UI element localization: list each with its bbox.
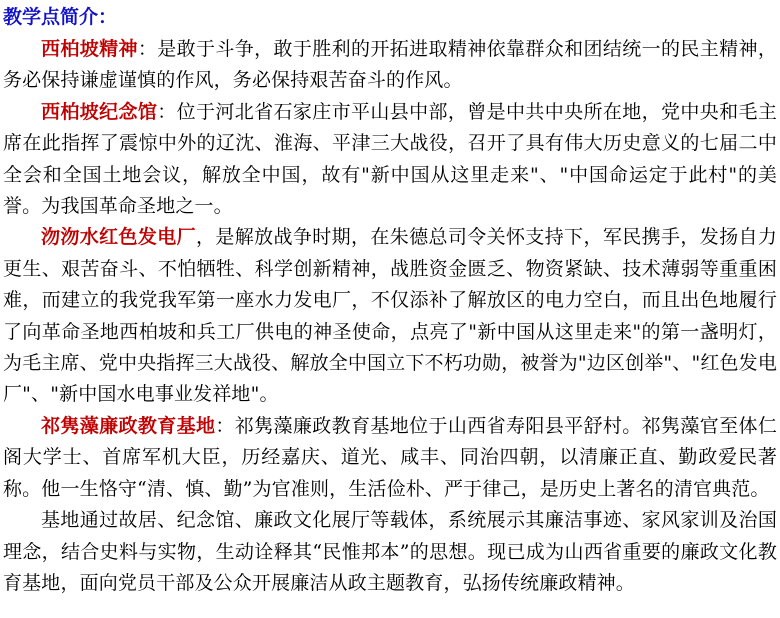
closing-paragraph: 基地通过故居、纪念馆、廉政文化展厅等载体，系统展示其廉洁事迹、家风家训及治国理念，结合史料与实物，生动诠释其“民惟邦本”的思想。现已成为山西省重要的廉政文化教育基地，面向党员干部及公众开展廉洁从政主题教育，弘扬传统廉政精神。 (3, 509, 777, 594)
document (3, 4, 777, 599)
section-qi-base (3, 411, 777, 505)
section-xibaipo-memorial (3, 97, 777, 223)
section-term: 沕沕水红色发电厂 (41, 226, 196, 249)
section-body: ，是解放战争时期，在朱德总司令关怀支持下，军民携手，发扬自力更生、艰苦奋斗、不怕牺牲、科学创新精神，战胜资金匮乏、物资紧缺、技术薄弱等重重困难，而建立的我党我军第一座水力发电厂，不仅添补了解放区的电力空白，而且出色地履行了向革命圣地西柏坡和兵工厂供电的神圣使命，点亮了"新中国从这里走来"的第一盏明灯，为毛主席、党中央指挥三大战役、解放全中国立下不朽功勋，被誉为"边区创举"、"红色发电厂"、"新中国水电事业发祥地"。 (3, 226, 777, 406)
section-term: 西柏坡纪念馆 (41, 100, 158, 123)
section-term: 西柏坡精神 (41, 38, 138, 60)
section-power-plant (3, 222, 777, 410)
section-body: ：是敢于斗争，敢于胜利的开拓进取精神依靠群众和团结统一的民主精神，务必保持谦虚谨慎的作风，务必保持艰苦奋斗的作风。 (3, 38, 777, 92)
section-body: ：位于河北省石家庄市平山县中部，曾是中共中央所在地，党中央和毛主席在此指挥了震惊中外的辽沈、淮海、平津三大战役，召开了具有伟大历史意义的七届二中全会和全国土地会议，解放全中国，故有"新中国从这里走来"、"中国命运定于此村"的美誉。为我国革命圣地之一。 (3, 100, 777, 218)
section-term: 祁隽藻廉政教育基地 (41, 414, 216, 437)
heading: 教学点简介： (3, 6, 118, 28)
section-body: ：祁隽藻廉政教育基地位于山西省寿阳县平舒村。祁隽藻官至体仁阁大学士、首席军机大臣，历经嘉庆、道光、咸丰、同治四朝，以清廉正直、勤政爱民著称。他一生恪守“清、慎、勤”为官准则，生活俭朴、严于律己，是历史上著名的清官典范。 (3, 414, 777, 500)
section-xibaipo-spirit (3, 34, 777, 97)
